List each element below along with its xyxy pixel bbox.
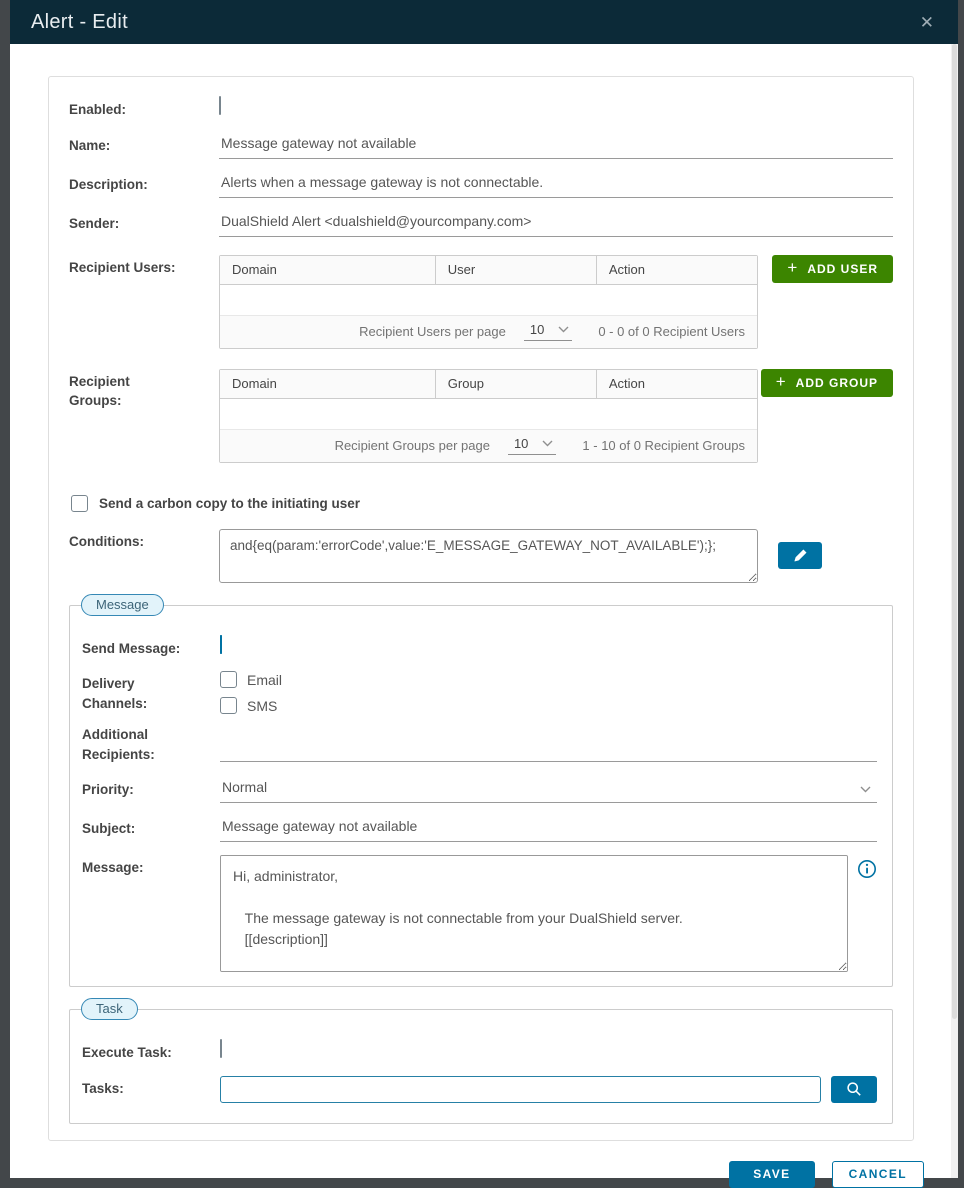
form-card (48, 76, 914, 1141)
delivery-channels-label: Delivery Channels: (82, 676, 148, 711)
tasks-input[interactable] (220, 1076, 821, 1103)
sms-checkbox[interactable] (220, 697, 237, 714)
carbon-copy-row (71, 495, 893, 512)
col-header-group: Group (435, 370, 596, 398)
range-text: 0 - 0 of 0 Recipient Users (598, 323, 745, 339)
tasks-row (82, 1076, 877, 1103)
name-label: Name: (69, 137, 111, 153)
per-page-select[interactable]: 10 (508, 436, 556, 455)
plus-icon: + (775, 372, 787, 392)
conditions-row (69, 529, 893, 583)
send-message-row (82, 636, 877, 659)
conditions-label: Conditions: (69, 533, 144, 549)
execute-task-row (82, 1040, 877, 1063)
search-tasks-button[interactable] (831, 1076, 877, 1103)
conditions-textarea[interactable] (219, 529, 758, 583)
enabled-checkbox[interactable] (219, 96, 221, 115)
recipient-groups-empty-row (220, 399, 757, 430)
task-section (69, 1001, 893, 1124)
enabled-label: Enabled: (69, 102, 127, 117)
cancel-button[interactable]: CANCEL (832, 1161, 924, 1188)
name-input[interactable] (219, 133, 893, 159)
col-header-domain: Domain (232, 261, 277, 277)
recipient-users-pagination (220, 316, 757, 348)
execute-task-checkbox[interactable] (220, 1039, 222, 1058)
modal-footer (48, 1141, 924, 1188)
save-button[interactable]: SAVE (729, 1161, 814, 1188)
send-message-checkbox[interactable] (220, 635, 222, 654)
additional-recipients-label: Additional Recipients: (82, 727, 155, 762)
per-page-select[interactable]: 10 (524, 322, 572, 341)
carbon-copy-checkbox[interactable] (71, 495, 88, 512)
description-label: Description: (69, 176, 148, 192)
recipient-groups-row (69, 369, 893, 463)
pencil-icon (793, 548, 808, 563)
sms-label: SMS (247, 697, 278, 714)
priority-row (82, 777, 877, 803)
sender-input[interactable] (219, 211, 893, 237)
col-header-domain: Domain (232, 375, 277, 391)
chevron-down-icon (558, 326, 569, 333)
col-header-action: Action (596, 256, 757, 284)
close-icon[interactable]: ✕ (919, 12, 934, 32)
send-message-label: Send Message: (82, 640, 181, 656)
modal-scrollbar[interactable] (951, 44, 958, 1178)
search-icon (846, 1081, 862, 1097)
alert-edit-modal (10, 0, 958, 1182)
recipient-users-table (219, 255, 758, 349)
message-section-pill: Message (81, 594, 164, 616)
enabled-row (69, 97, 893, 120)
col-header-user: User (435, 256, 596, 284)
name-row (69, 133, 893, 159)
chevron-down-icon (860, 786, 871, 793)
modal-header (10, 0, 958, 44)
sender-label: Sender: (69, 215, 120, 231)
edit-conditions-button[interactable] (778, 542, 822, 569)
chevron-down-icon (542, 440, 553, 447)
subject-row (82, 816, 877, 842)
task-section-pill: Task (81, 998, 138, 1020)
tasks-label: Tasks: (82, 1080, 124, 1096)
additional-recipients-row (82, 722, 877, 764)
description-row (69, 172, 893, 198)
range-text: 1 - 10 of 0 Recipient Groups (582, 437, 745, 453)
col-header-action: Action (596, 370, 757, 398)
message-textarea[interactable] (220, 855, 848, 972)
per-page-label: Recipient Users per page (359, 323, 506, 339)
email-checkbox[interactable] (220, 671, 237, 688)
recipient-groups-pagination (220, 430, 757, 462)
subject-label: Subject: (82, 821, 136, 837)
per-page-label: Recipient Groups per page (334, 437, 490, 453)
priority-label: Priority: (82, 782, 134, 798)
priority-select[interactable] (220, 777, 877, 803)
carbon-copy-label: Send a carbon copy to the initiating user (99, 495, 361, 511)
message-section (69, 596, 893, 988)
sender-row (69, 211, 893, 237)
add-group-button[interactable]: + ADD GROUP (761, 369, 893, 397)
execute-task-label: Execute Task: (82, 1045, 172, 1061)
message-row (82, 855, 877, 972)
additional-recipients-input[interactable] (220, 736, 877, 762)
recipient-groups-table (219, 369, 758, 463)
recipient-users-empty-row (220, 285, 757, 316)
recipient-users-label: Recipient Users: (69, 259, 176, 275)
plus-icon: + (787, 258, 799, 278)
recipient-users-row (69, 255, 893, 349)
email-label: Email (247, 671, 283, 688)
message-label: Message: (82, 860, 144, 876)
recipient-groups-label: Recipient Groups: (69, 373, 130, 409)
description-input[interactable] (219, 172, 893, 198)
subject-input[interactable] (220, 816, 877, 842)
modal-title: Alert - Edit (31, 10, 128, 33)
add-user-button[interactable]: + ADD USER (772, 255, 893, 283)
delivery-channels-row (82, 671, 877, 714)
info-icon[interactable] (857, 859, 877, 879)
modal-body (10, 44, 958, 1188)
